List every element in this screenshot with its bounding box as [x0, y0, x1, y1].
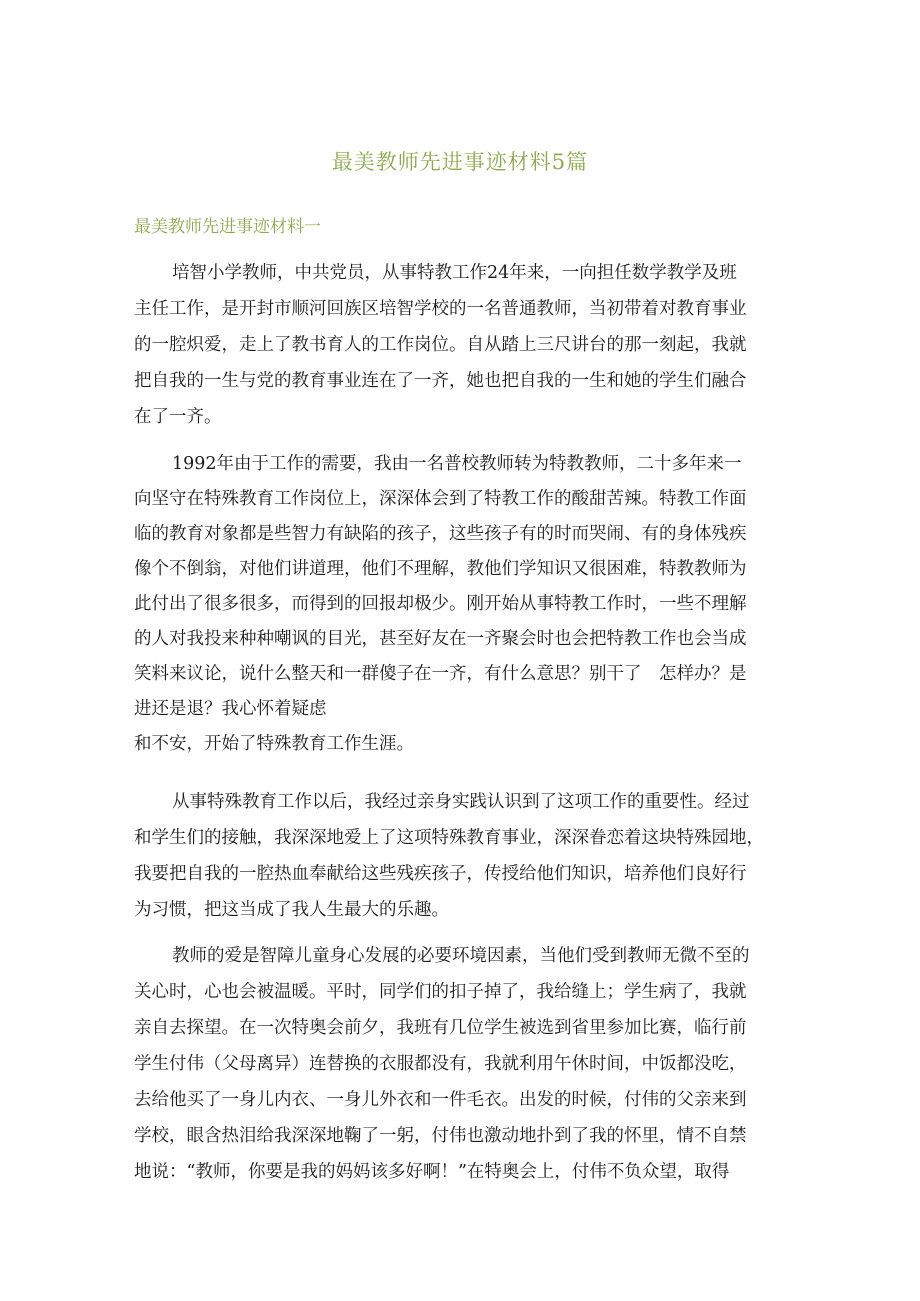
section-heading: 最美教师先进事迹材料一: [134, 217, 321, 237]
paragraph-line: 的人对我投来种种嘲讽的目光，甚至好友在一齐聚会时也会把特教工作也会当成: [134, 629, 747, 649]
paragraph-line: 学生付伟（父母离异）连替换的衣服都没有，我就利用午休时间，中饭都没吃，: [134, 1054, 747, 1074]
paragraph-line: 亲自去探望。在一次特奥会前夕，我班有几位学生被选到省里参加比赛，临行前: [134, 1018, 747, 1038]
paragraph-line: 进还是退？我心怀着疑虑: [134, 699, 327, 719]
paragraph-line: 关心时，心也会被温暖。平时，同学们的扣子掉了，我给缝上；学生病了，我就: [134, 982, 747, 1002]
paragraph-line: 我要把自我的一腔热血奉献给这些残疾孩子，传授给他们知识，培养他们良好行: [134, 864, 747, 884]
paragraph-line: 在了一齐。: [134, 407, 222, 427]
paragraph-line: 从事特殊教育工作以后，我经过亲身实践认识到了这项工作的重要性。经过: [172, 792, 750, 812]
paragraph-line: 为习惯，把这当成了我人生最大的乐趣。: [134, 900, 449, 920]
paragraph-line: 把自我的一生与党的教育事业连在了一齐，她也把自我的一生和她的学生们融合: [134, 371, 747, 391]
paragraph-line: 笑料来议论，说什么整天和一群傻子在一齐，有什么意思？别干了 怎样办？是: [134, 664, 747, 684]
paragraph-line: 和学生们的接触，我深深地爱上了这项特殊教育事业，深深眷恋着这块特殊园地，: [134, 828, 764, 848]
paragraph-line: 像个不倒翁，对他们讲道理，他们不理解，教他们学知识又很困难，特教教师为: [134, 559, 747, 579]
paragraph-line: 1992年由于工作的需要，我由一名普校教师转为特教教师，二十多年来一: [172, 454, 742, 474]
paragraph-line: 学校，眼含热泪给我深深地鞠了一躬，付伟也激动地扑到了我的怀里，情不自禁: [134, 1126, 747, 1146]
paragraph-line: 向坚守在特殊教育工作岗位上，深深体会到了特教工作的酸甜苦辣。特教工作面: [134, 489, 747, 509]
paragraph-line: 临的教育对象都是些智力有缺陷的孩子，这些孩子有的时而哭闹、有的身体残疾: [134, 524, 747, 544]
paragraph-line: 此付出了很多很多，而得到的回报却极少。刚开始从事特教工作时，一些不理解: [134, 594, 747, 614]
document-title: 最美教师先进事迹材料5篇: [331, 150, 589, 174]
paragraph-line: 地说：“教师，你要是我的妈妈该多好啊！”在特奥会上，付伟不负众望，取得: [134, 1162, 730, 1182]
paragraph-line: 培智小学教师，中共党员，从事特教工作24年来，一向担任数学教学及班: [172, 263, 737, 283]
paragraph-line: 的一腔炽爱，走上了教书育人的工作岗位。自从踏上三尺讲台的那一刻起，我就: [134, 335, 747, 355]
paragraph-line: 教师的爱是智障儿童身心发展的必要环境因素，当他们受到教师无微不至的: [172, 946, 750, 966]
paragraph-line: 主任工作，是开封市顺河回族区培智学校的一名普通教师，当初带着对教育事业: [134, 299, 747, 319]
paragraph-line: 去给他买了一身儿内衣、一身儿外衣和一件毛衣。出发的时候，付伟的父亲来到: [134, 1090, 747, 1110]
paragraph-line: 和不安，开始了特殊教育工作生涯。: [134, 734, 414, 754]
